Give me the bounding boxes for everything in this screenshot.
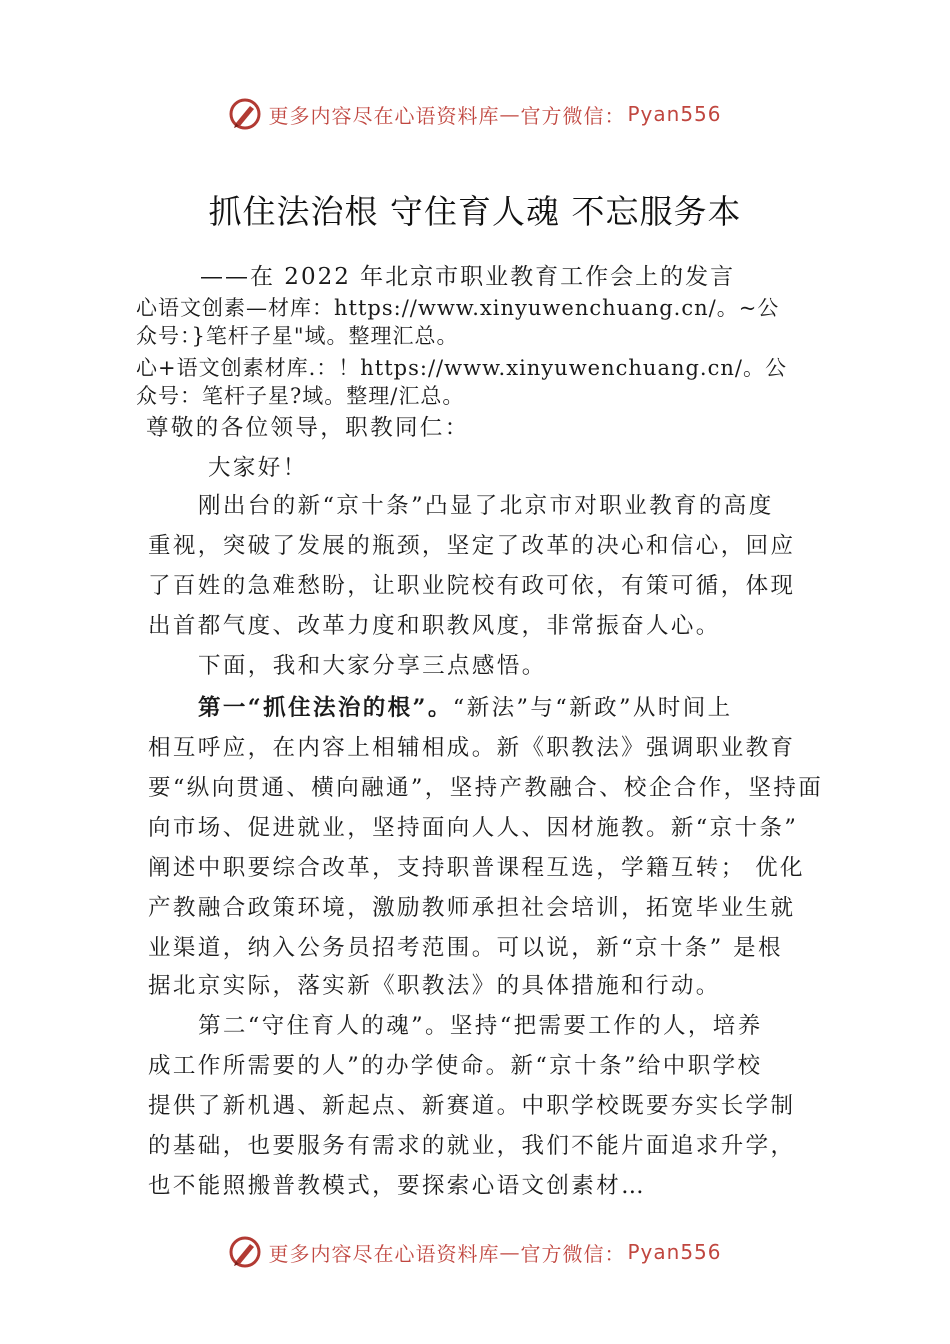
paragraph-line: 的基础，也要服务有需求的就业，我们不能片面追求升学， bbox=[148, 1133, 796, 1159]
document-subtitle: ——在 2022 年北京市职业教育工作会上的发言 bbox=[200, 264, 736, 290]
paragraph-line: 阐述中职要综合改革，支持职普课程互选，学籍互转； 优化 bbox=[148, 855, 805, 881]
greeting: 大家好！ bbox=[208, 455, 308, 481]
paragraph-line: 成工作所需要的人”的办学使命。新“京十条”给中职学校 bbox=[148, 1053, 763, 1079]
banner-separator: — bbox=[499, 1240, 521, 1264]
header-banner bbox=[0, 94, 950, 134]
paragraph-line: 第二“守住育人的魂”。坚持“把需要工作的人，培养 bbox=[198, 1013, 763, 1039]
paragraph-line: 重视，突破了发展的瓶颈，坚定了改革的决心和信心，回应 bbox=[148, 533, 796, 559]
banner-lead: 更多内容尽在心语资料库 bbox=[268, 103, 500, 128]
banner-handle: Pyan556 bbox=[627, 1240, 722, 1264]
paragraph-line bbox=[198, 690, 733, 722]
paragraph-line: 了百姓的急难愁盼，让职业院校有政可依，有策可循，体现 bbox=[148, 573, 796, 599]
paragraph-line: 产教融合政策环境，激励教师承担社会培训，拓宽毕业生就 bbox=[148, 895, 796, 921]
paragraph-line: 业渠道，纳入公务员招考范围。可以说，新“京十条” 是根 bbox=[148, 935, 783, 961]
source-line: 众号：}笔杆子星"域。整理汇总。 bbox=[136, 324, 459, 348]
paragraph-line: 下面，我和大家分享三点感悟。 bbox=[198, 653, 547, 679]
paragraph-line: 据北京实际，落实新《职教法》的具体措施和行动。 bbox=[148, 973, 721, 999]
banner-separator: — bbox=[499, 102, 521, 126]
source-line: 心+语文创素材库.：！https://www.xinyuwenchuang.cn/。公 bbox=[136, 356, 787, 380]
banner-lead: 更多内容尽在心语资料库 bbox=[268, 1241, 500, 1266]
document-title: 抓住法治根 守住育人魂 不忘服务本 bbox=[208, 192, 742, 231]
paragraph-line: 提供了新机遇、新起点、新赛道。中职学校既要夯实长学制 bbox=[148, 1093, 796, 1119]
pen-logo-icon bbox=[228, 97, 262, 131]
paragraph-line: 也不能照搬普教模式，要探索心语文创素材… bbox=[148, 1173, 647, 1199]
paragraph-line: 要“纵向贯通、横向融通”，坚持产教融合、校企合作，坚持面 bbox=[148, 775, 824, 801]
paragraph-line: 相互呼应，在内容上相辅相成。新《职教法》强调职业教育 bbox=[148, 735, 796, 761]
salutation: 尊敬的各位领导，职教同仁： bbox=[146, 415, 470, 441]
pen-logo-icon bbox=[228, 1235, 262, 1269]
paragraph-text: “新法”与“新政”从时间上 bbox=[452, 695, 733, 721]
banner-label: 官方微信： bbox=[520, 1241, 626, 1266]
banner-label: 官方微信： bbox=[520, 103, 626, 128]
source-line: 心语文创素—材库：https://www.xinyuwenchuang.cn/。~公 bbox=[136, 296, 780, 320]
paragraph-line: 刚出台的新“京十条”凸显了北京市对职业教育的高度 bbox=[198, 493, 774, 519]
footer-banner bbox=[0, 1232, 950, 1272]
source-line: 众号：笔杆子星?域。整理/汇总。 bbox=[136, 384, 465, 408]
paragraph-line: 出首都气度、改革力度和职教风度，非常振奋人心。 bbox=[148, 613, 721, 639]
banner-handle: Pyan556 bbox=[627, 102, 722, 126]
paragraph-line: 向市场、促进就业，坚持面向人人、因材施教。新“京十条” bbox=[148, 815, 799, 841]
section-heading: 第一“抓住法治的根”。 bbox=[198, 695, 453, 721]
